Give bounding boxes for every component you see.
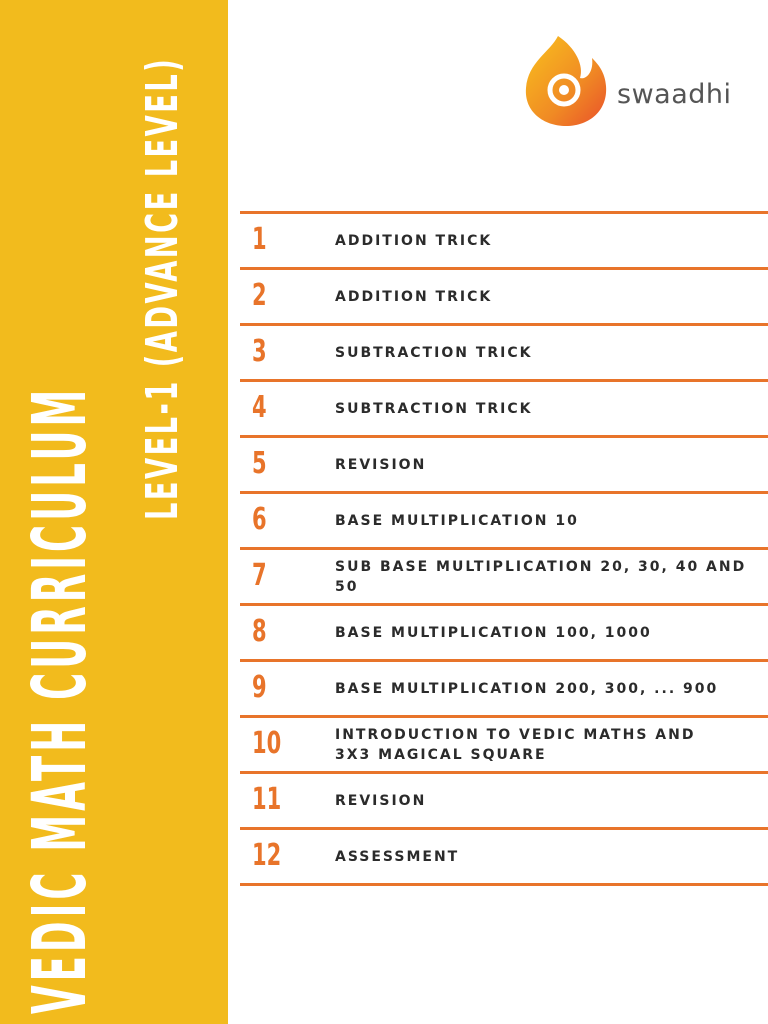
curriculum-list (240, 211, 768, 886)
brand-name: swaadhi (617, 79, 732, 110)
item-label: SUBTRACTION TRICK (335, 344, 533, 361)
item-number: 3 (252, 334, 267, 369)
list-item (240, 659, 768, 715)
item-label: SUBTRACTION TRICK (335, 400, 533, 417)
item-label: SUB BASE MULTIPLICATION 20, 30, 40 AND 50 (335, 558, 747, 595)
list-item (240, 491, 768, 547)
item-number: 7 (252, 558, 267, 593)
item-number: 4 (252, 390, 267, 425)
list-item (240, 603, 768, 659)
list-item (240, 771, 768, 827)
curriculum-subtitle: LEVEL-1 (ADVANCE LEVEL) (137, 56, 188, 520)
list-item (240, 827, 768, 886)
sidebar-banner (0, 0, 228, 1024)
item-number: 12 (252, 838, 282, 873)
list-item (240, 323, 768, 379)
item-number: 10 (252, 726, 282, 761)
item-number: 1 (252, 222, 267, 257)
item-label: REVISION (335, 792, 427, 809)
item-label: BASE MULTIPLICATION 10 (335, 512, 579, 529)
list-item (240, 211, 768, 267)
item-label: INTRODUCTION TO VEDIC MATHS AND 3X3 MAGICAL SQUARE (335, 726, 696, 763)
item-label: ASSESSMENT (335, 848, 460, 865)
item-number: 2 (252, 278, 267, 313)
flame-logo-icon (520, 32, 612, 128)
item-number: 5 (252, 446, 267, 481)
item-number: 8 (252, 614, 267, 649)
item-label: REVISION (335, 456, 427, 473)
list-item (240, 379, 768, 435)
list-item (240, 435, 768, 491)
item-label: BASE MULTIPLICATION 100, 1000 (335, 624, 652, 641)
item-number: 11 (252, 782, 282, 817)
curriculum-title: VEDIC MATH CURRICULUM (17, 385, 103, 1014)
list-item (240, 715, 768, 771)
swaadhi-logo (520, 32, 760, 132)
item-label: ADDITION TRICK (335, 288, 493, 305)
item-label: ADDITION TRICK (335, 232, 493, 249)
list-item (240, 547, 768, 603)
item-number: 9 (252, 670, 267, 705)
item-label: BASE MULTIPLICATION 200, 300, ... 900 (335, 680, 719, 697)
item-number: 6 (252, 502, 267, 537)
list-item (240, 267, 768, 323)
